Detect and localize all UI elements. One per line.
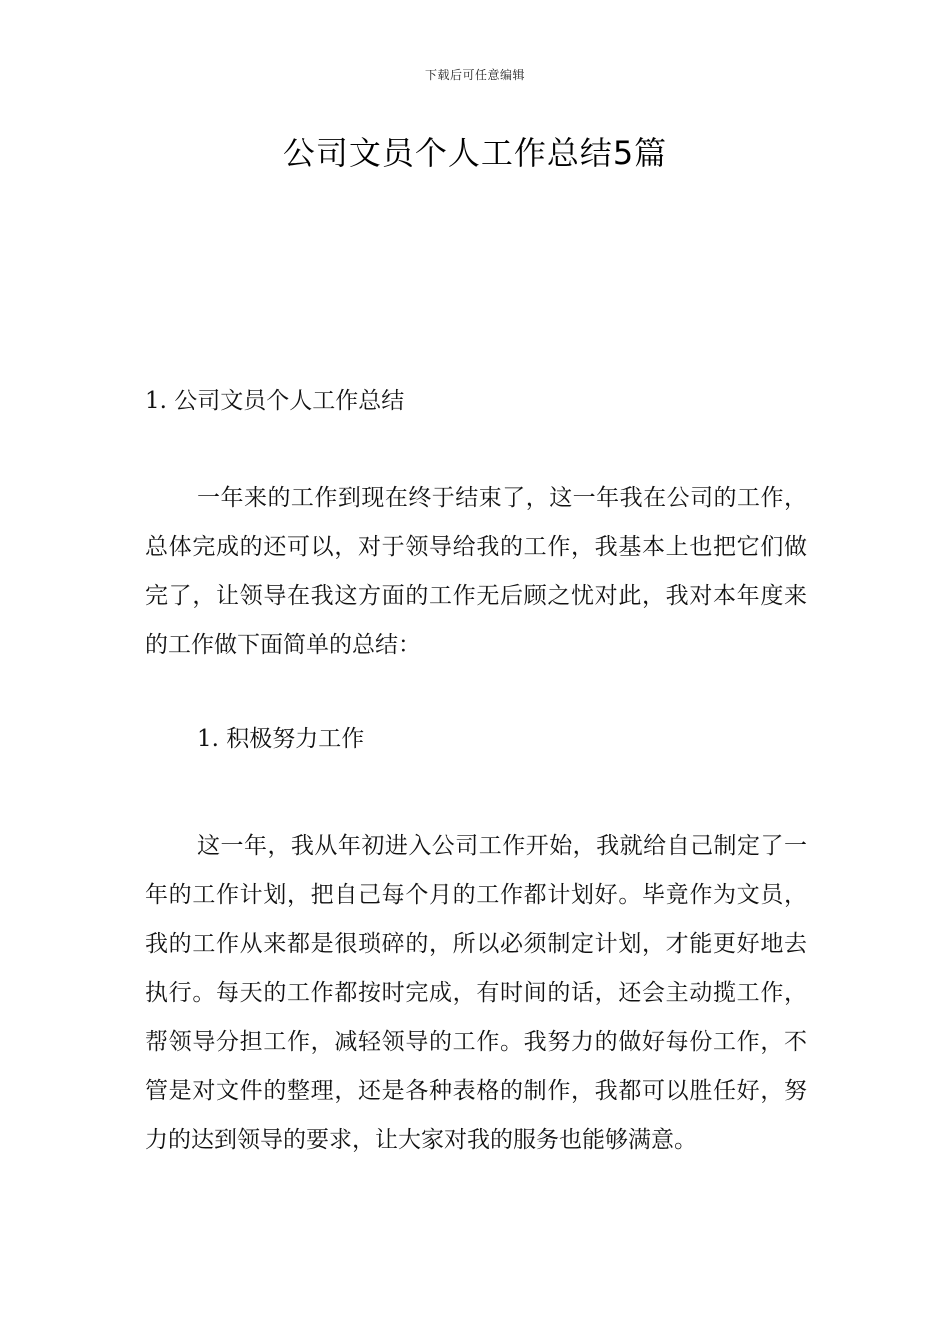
paragraph-intro: 一年来的工作到现在终于结束了，这一年我在公司的工作，总体完成的还可以，对于领导给我的工作，我基本上也把它们做完了，让领导在我这方面的工作无后顾之忧对此，我对本年度来的工作做下面简单的总结：: [145, 485, 807, 658]
header-note: 下载后可任意编辑: [424, 68, 525, 82]
document-title: 公司文员个人工作总结5篇: [282, 134, 668, 172]
paragraph-work: 这一年，我从年初进入公司工作开始，我就给自己制定了一年的工作计划，把自己每个月的工作都计划好。毕竟作为文员，我的工作从来都是很琐碎的，所以必须制定计划，才能更好地去执行。每天的工作都按时完成，有时间的话，还会主动揽工作，帮领导分担工作，减轻领导的工作。我努力的做好每份工作，不管是对文件的整理，还是各种表格的制作，我都可以胜任好，努力的达到领导的要求，让大家对我的服务也能够满意。: [145, 833, 807, 1153]
section-heading: 1. 公司文员个人工作总结: [145, 388, 405, 414]
sub-heading: 1. 积极努力工作: [197, 726, 365, 752]
